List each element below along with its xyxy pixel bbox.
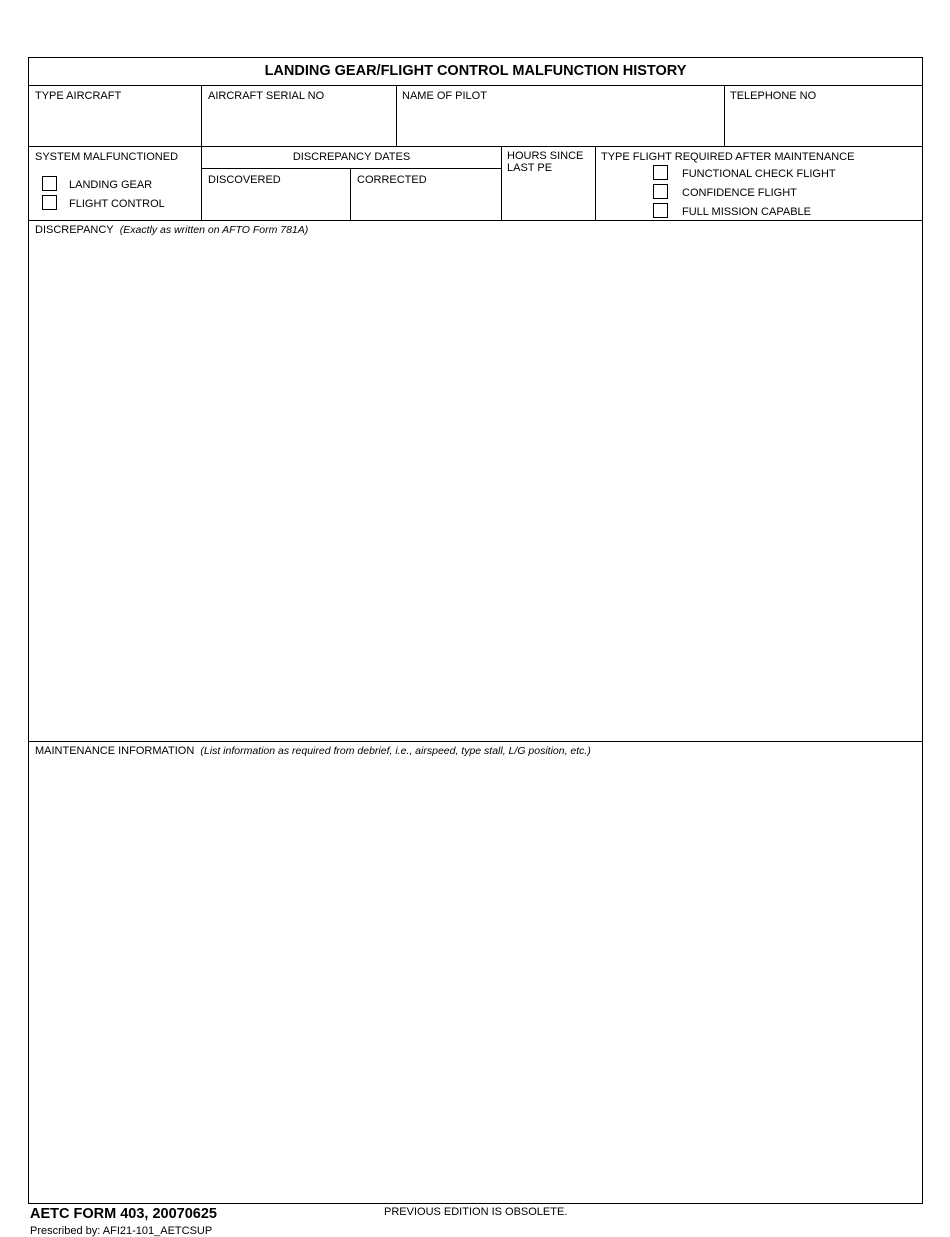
last-pe-label: LAST PE	[507, 162, 553, 174]
rule-below-header-row	[29, 146, 922, 147]
corrected-label: CORRECTED	[357, 174, 427, 186]
landing-gear-checkbox[interactable]	[42, 176, 57, 191]
hours-since-label: HOURS SINCE	[507, 150, 584, 162]
system-malfunctioned-label: SYSTEM MALFUNCTIONED	[35, 151, 179, 163]
maintenance-textarea[interactable]	[35, 761, 915, 1197]
full-mission-capable-label: FULL MISSION CAPABLE	[682, 206, 811, 218]
divider-v	[501, 146, 502, 220]
discovered-date-input[interactable]	[208, 189, 344, 215]
type-aircraft-input[interactable]	[35, 106, 195, 140]
functional-check-flight-checkbox[interactable]	[653, 165, 668, 180]
confidence-flight-checkbox[interactable]	[653, 184, 668, 199]
name-of-pilot-label: NAME OF PILOT	[402, 90, 487, 102]
discrepancy-dates-label: DISCREPANCY DATES	[292, 151, 411, 163]
hours-since-input[interactable]	[507, 178, 589, 214]
previous-edition-note: PREVIOUS EDITION IS OBSOLETE.	[384, 1206, 568, 1218]
malfunction-history-form	[28, 57, 923, 1204]
type-aircraft-label: TYPE AIRCRAFT	[35, 90, 122, 102]
form-title: LANDING GEAR/FLIGHT CONTROL MALFUNCTION HISTORY	[264, 63, 687, 79]
landing-gear-label: LANDING GEAR	[69, 179, 153, 191]
flight-control-label: FLIGHT CONTROL	[69, 198, 165, 210]
type-flight-label: TYPE FLIGHT REQUIRED AFTER MAINTENANCE	[601, 151, 855, 163]
divider-v	[350, 168, 351, 220]
flight-control-checkbox[interactable]	[42, 195, 57, 210]
maintenance-section-label	[35, 745, 591, 757]
functional-check-flight-label: FUNCTIONAL CHECK FLIGHT	[682, 168, 836, 180]
discrepancy-note: (Exactly as written on AFTO Form 781A)	[119, 224, 309, 236]
rule-below-discrepancy	[29, 741, 922, 742]
maintenance-label: MAINTENANCE INFORMATION	[35, 745, 195, 757]
discovered-label: DISCOVERED	[208, 174, 281, 186]
divider-v	[201, 85, 202, 146]
discrepancy-label: DISCREPANCY	[35, 224, 114, 236]
discrepancy-section-label	[35, 224, 308, 236]
corrected-date-input[interactable]	[357, 189, 495, 215]
aircraft-serial-no-input[interactable]	[208, 106, 390, 140]
aircraft-serial-no-label: AIRCRAFT SERIAL NO	[208, 90, 325, 102]
discrepancy-textarea[interactable]	[35, 240, 915, 736]
divider-v	[595, 146, 596, 220]
confidence-flight-label: CONFIDENCE FLIGHT	[682, 187, 797, 199]
name-of-pilot-input[interactable]	[402, 106, 718, 140]
telephone-no-input[interactable]	[730, 106, 916, 140]
maintenance-note: (List information as required from debrief, i.e., airspeed, type stall, L/G position, etc.)	[200, 745, 591, 757]
divider-v	[396, 85, 397, 146]
rule-discrepancy-dates	[202, 168, 501, 169]
prescribed-by: Prescribed by: AFI21-101_AETCSUP	[30, 1225, 213, 1237]
rule-below-system-row	[29, 220, 922, 221]
form-number: AETC FORM 403, 20070625	[30, 1206, 217, 1222]
divider-v	[724, 85, 725, 146]
full-mission-capable-checkbox[interactable]	[653, 203, 668, 218]
telephone-no-label: TELEPHONE NO	[730, 90, 817, 102]
rule-below-title	[29, 85, 922, 86]
